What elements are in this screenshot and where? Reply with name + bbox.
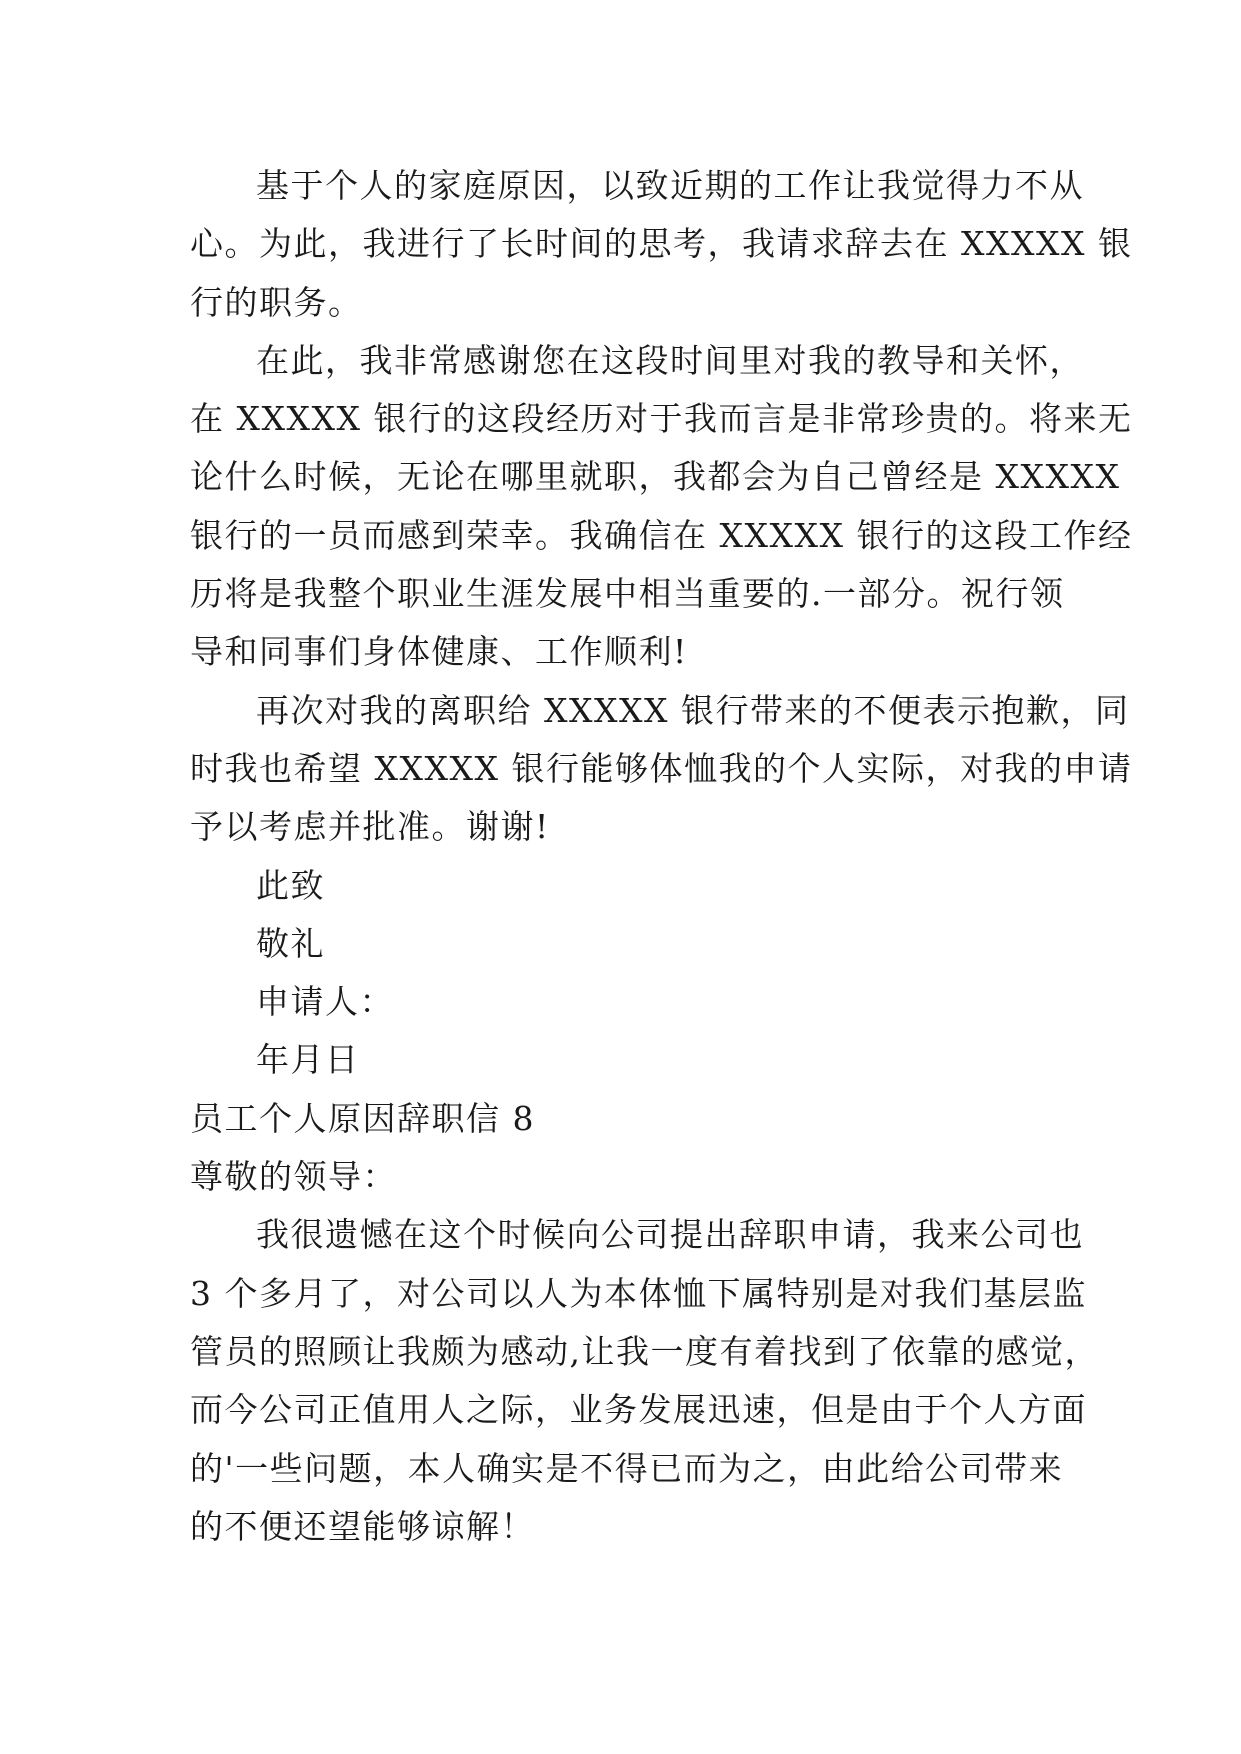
- text-line: 基于个人的家庭原因，以致近期的工作让我觉得力不从: [256, 166, 1084, 205]
- text-line: 银行的一员而感到荣幸。我确信在 XXXXX 银行的这段工作经: [190, 515, 1133, 555]
- text-line: 在 XXXXX 银行的这段经历对于我而言是非常珍贵的。将来无: [190, 399, 1133, 439]
- text-line: 心。为此，我进行了长时间的思考，我请求辞去在 XXXXX 银: [190, 224, 1133, 264]
- text-line: 行的职务。: [190, 282, 363, 322]
- text-line: 我很遗憾在这个时候向公司提出辞职申请，我来公司也: [256, 1215, 1084, 1255]
- text-line: 而今公司正值用人之际，业务发展迅速，但是由于个人方面: [190, 1390, 1087, 1430]
- text-line: 予以考虑并批准。谢谢!: [190, 807, 550, 847]
- text-line: 在此，我非常感谢您在这段时间里对我的教导和关怀，: [256, 340, 1084, 380]
- section-title: 员工个人原因辞职信 8: [190, 1098, 535, 1138]
- greeting: 尊敬的领导：: [190, 1157, 397, 1197]
- text-line: 3 个多月了，对公司以人为本体恤下属特别是对我们基层监: [190, 1273, 1087, 1313]
- text-line: 历将是我整个职业生涯发展中相当重要的.一部分。祝行领: [190, 574, 1065, 614]
- text-line: 时我也希望 XXXXX 银行能够体恤我的个人实际，对我的申请: [190, 748, 1133, 788]
- text-line: 的不便还望能够谅解！: [190, 1506, 535, 1546]
- text-line: 导和同事们身体健康、工作顺利!: [190, 632, 688, 672]
- closing-regards: 敬礼: [256, 923, 325, 963]
- applicant-label: 申请人：: [256, 982, 394, 1022]
- text-line: 论什么时候，无论在哪里就职，我都会为自己曾经是 XXXXX: [190, 457, 1121, 497]
- closing-salutation: 此致: [256, 865, 325, 905]
- text-line: 管员的照顾让我颇为感动,让我一度有着找到了依靠的感觉，: [190, 1331, 1099, 1371]
- text-line: 的'一些问题，本人确实是不得已而为之，由此给公司带来: [190, 1448, 1064, 1488]
- text-line: 再次对我的离职给 XXXXX 银行带来的不便表示抱歉，同: [256, 690, 1130, 730]
- date-label: 年月日: [256, 1040, 360, 1080]
- letter-body: [190, 157, 1133, 1556]
